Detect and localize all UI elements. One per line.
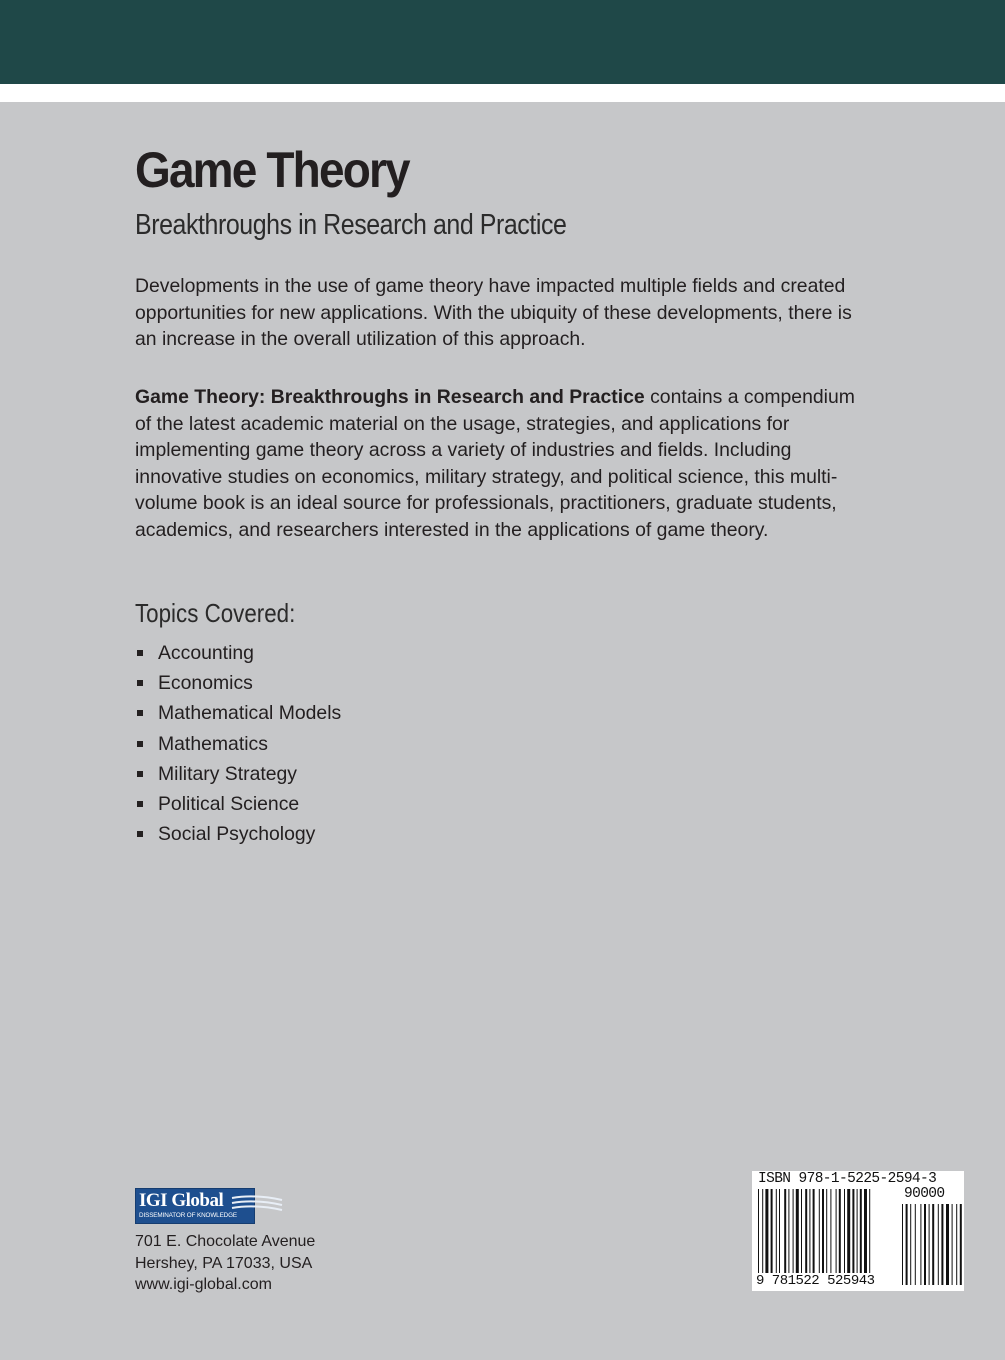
logo-swoosh-icon bbox=[230, 1194, 285, 1218]
white-divider bbox=[0, 84, 1005, 102]
barcode-bar bbox=[839, 1189, 841, 1275]
topic-label: Military Strategy bbox=[158, 762, 298, 785]
barcode-addon-bar bbox=[906, 1204, 908, 1285]
bullet-square-icon bbox=[137, 650, 143, 656]
ean-digits: 9 781522 525943 bbox=[756, 1273, 875, 1289]
description-paragraph-1: Developments in the use of game theory have impacted multiple fields and created opportunities for new applications. With the ubiquity of these developments, there is an increase in the overall utilization of this approach. bbox=[135, 275, 852, 351]
price-addon: 90000 bbox=[904, 1186, 945, 1202]
topic-label: Political Science bbox=[158, 792, 300, 815]
barcode-bar bbox=[844, 1189, 845, 1275]
isbn-number: ISBN 978-1-5225-2594-3 bbox=[758, 1171, 937, 1187]
barcode-addon-bar bbox=[929, 1204, 930, 1285]
description-bold-title: Game Theory: Breakthroughs in Research and Practice bbox=[135, 386, 645, 408]
list-item bbox=[135, 789, 341, 819]
barcode-bar bbox=[864, 1189, 867, 1275]
bullet-square-icon bbox=[137, 801, 143, 807]
barcode-bar bbox=[813, 1189, 815, 1275]
topic-label: Social Psychology bbox=[158, 823, 316, 846]
barcode-bar bbox=[830, 1189, 831, 1275]
bullet-square-icon bbox=[137, 831, 143, 837]
logo-tagline: DISSEMINATOR OF KNOWLEDGE bbox=[139, 1212, 238, 1219]
topic-label: Mathematics bbox=[158, 732, 268, 755]
list-item bbox=[135, 759, 341, 789]
list-item bbox=[135, 668, 341, 698]
logo-name: IGI Global bbox=[139, 1190, 224, 1211]
bullet-square-icon bbox=[137, 741, 143, 747]
bullet-square-icon bbox=[137, 771, 143, 777]
barcode-bar bbox=[860, 1189, 862, 1275]
barcode-bar bbox=[771, 1189, 773, 1275]
bullet-square-icon bbox=[137, 710, 143, 716]
barcode-addon-bar bbox=[960, 1204, 962, 1285]
barcode-bar bbox=[819, 1189, 820, 1275]
barcode-bar bbox=[788, 1189, 789, 1275]
barcode-bar bbox=[765, 1189, 768, 1275]
list-item bbox=[135, 819, 341, 849]
barcode-addon-bar bbox=[924, 1204, 926, 1285]
topic-label: Accounting bbox=[158, 642, 254, 664]
topic-label: Economics bbox=[158, 672, 253, 695]
barcode-bar bbox=[796, 1189, 799, 1275]
topics-heading: Topics Covered: bbox=[135, 598, 296, 628]
address-line-2: Hershey, PA 17033, USA bbox=[135, 1254, 313, 1272]
list-item bbox=[135, 638, 341, 668]
book-subtitle: Breakthroughs in Research and Practice bbox=[135, 209, 567, 241]
barcode-addon-bar bbox=[952, 1204, 953, 1285]
topics-list bbox=[135, 638, 341, 849]
barcode-bar bbox=[779, 1189, 780, 1275]
barcode-bar bbox=[762, 1189, 763, 1285]
barcode-addon-bar bbox=[956, 1204, 957, 1285]
barcode-addon-bar bbox=[938, 1204, 939, 1285]
barcode-bar bbox=[776, 1189, 777, 1275]
barcode-bar bbox=[836, 1189, 837, 1275]
barcode-bar bbox=[793, 1189, 794, 1275]
barcode-bar bbox=[822, 1189, 824, 1275]
isbn-barcode bbox=[752, 1171, 964, 1291]
book-title: Game Theory bbox=[135, 142, 409, 198]
barcode-bar bbox=[826, 1189, 827, 1275]
barcode-bar bbox=[758, 1189, 759, 1285]
barcode-bar bbox=[801, 1189, 802, 1275]
publisher-website: www.igi-global.com bbox=[135, 1276, 272, 1293]
description-paragraph-2 bbox=[135, 384, 875, 544]
barcode-bar bbox=[805, 1189, 807, 1275]
address-line-1: 701 E. Chocolate Avenue bbox=[135, 1233, 316, 1250]
barcode-addon-bar bbox=[932, 1204, 934, 1285]
barcode-bar bbox=[809, 1189, 810, 1275]
top-color-band bbox=[0, 0, 1005, 84]
barcode-addon-bar bbox=[920, 1204, 921, 1285]
description-body: contains a compendium of the latest academic material on the usage, strategies, and applications for implementing game theory across a variety of industries and fields. Including innovative studies on economics, military strategy, and political science, this multi-volume book is an ideal source for professionals, practitioners, graduate students, academics, and researchers interested in the applications of game theory. bbox=[135, 386, 855, 541]
barcode-addon-bar bbox=[941, 1204, 943, 1285]
publisher-logo bbox=[135, 1188, 285, 1224]
list-item bbox=[135, 698, 341, 728]
barcode-bar bbox=[847, 1189, 850, 1275]
barcode-bar bbox=[852, 1189, 854, 1275]
barcode-addon-bar bbox=[915, 1204, 916, 1285]
publisher-address bbox=[135, 1231, 315, 1296]
topic-label: Mathematical Models bbox=[158, 702, 342, 725]
barcode-bar bbox=[784, 1189, 786, 1275]
barcode-bar bbox=[857, 1189, 858, 1275]
barcode-addon-bar bbox=[902, 1204, 903, 1285]
list-item bbox=[135, 729, 341, 759]
barcode-bar bbox=[869, 1189, 870, 1285]
barcode-addon-bar bbox=[946, 1204, 949, 1285]
bullet-square-icon bbox=[137, 680, 143, 686]
barcode-addon-bar bbox=[910, 1204, 911, 1285]
